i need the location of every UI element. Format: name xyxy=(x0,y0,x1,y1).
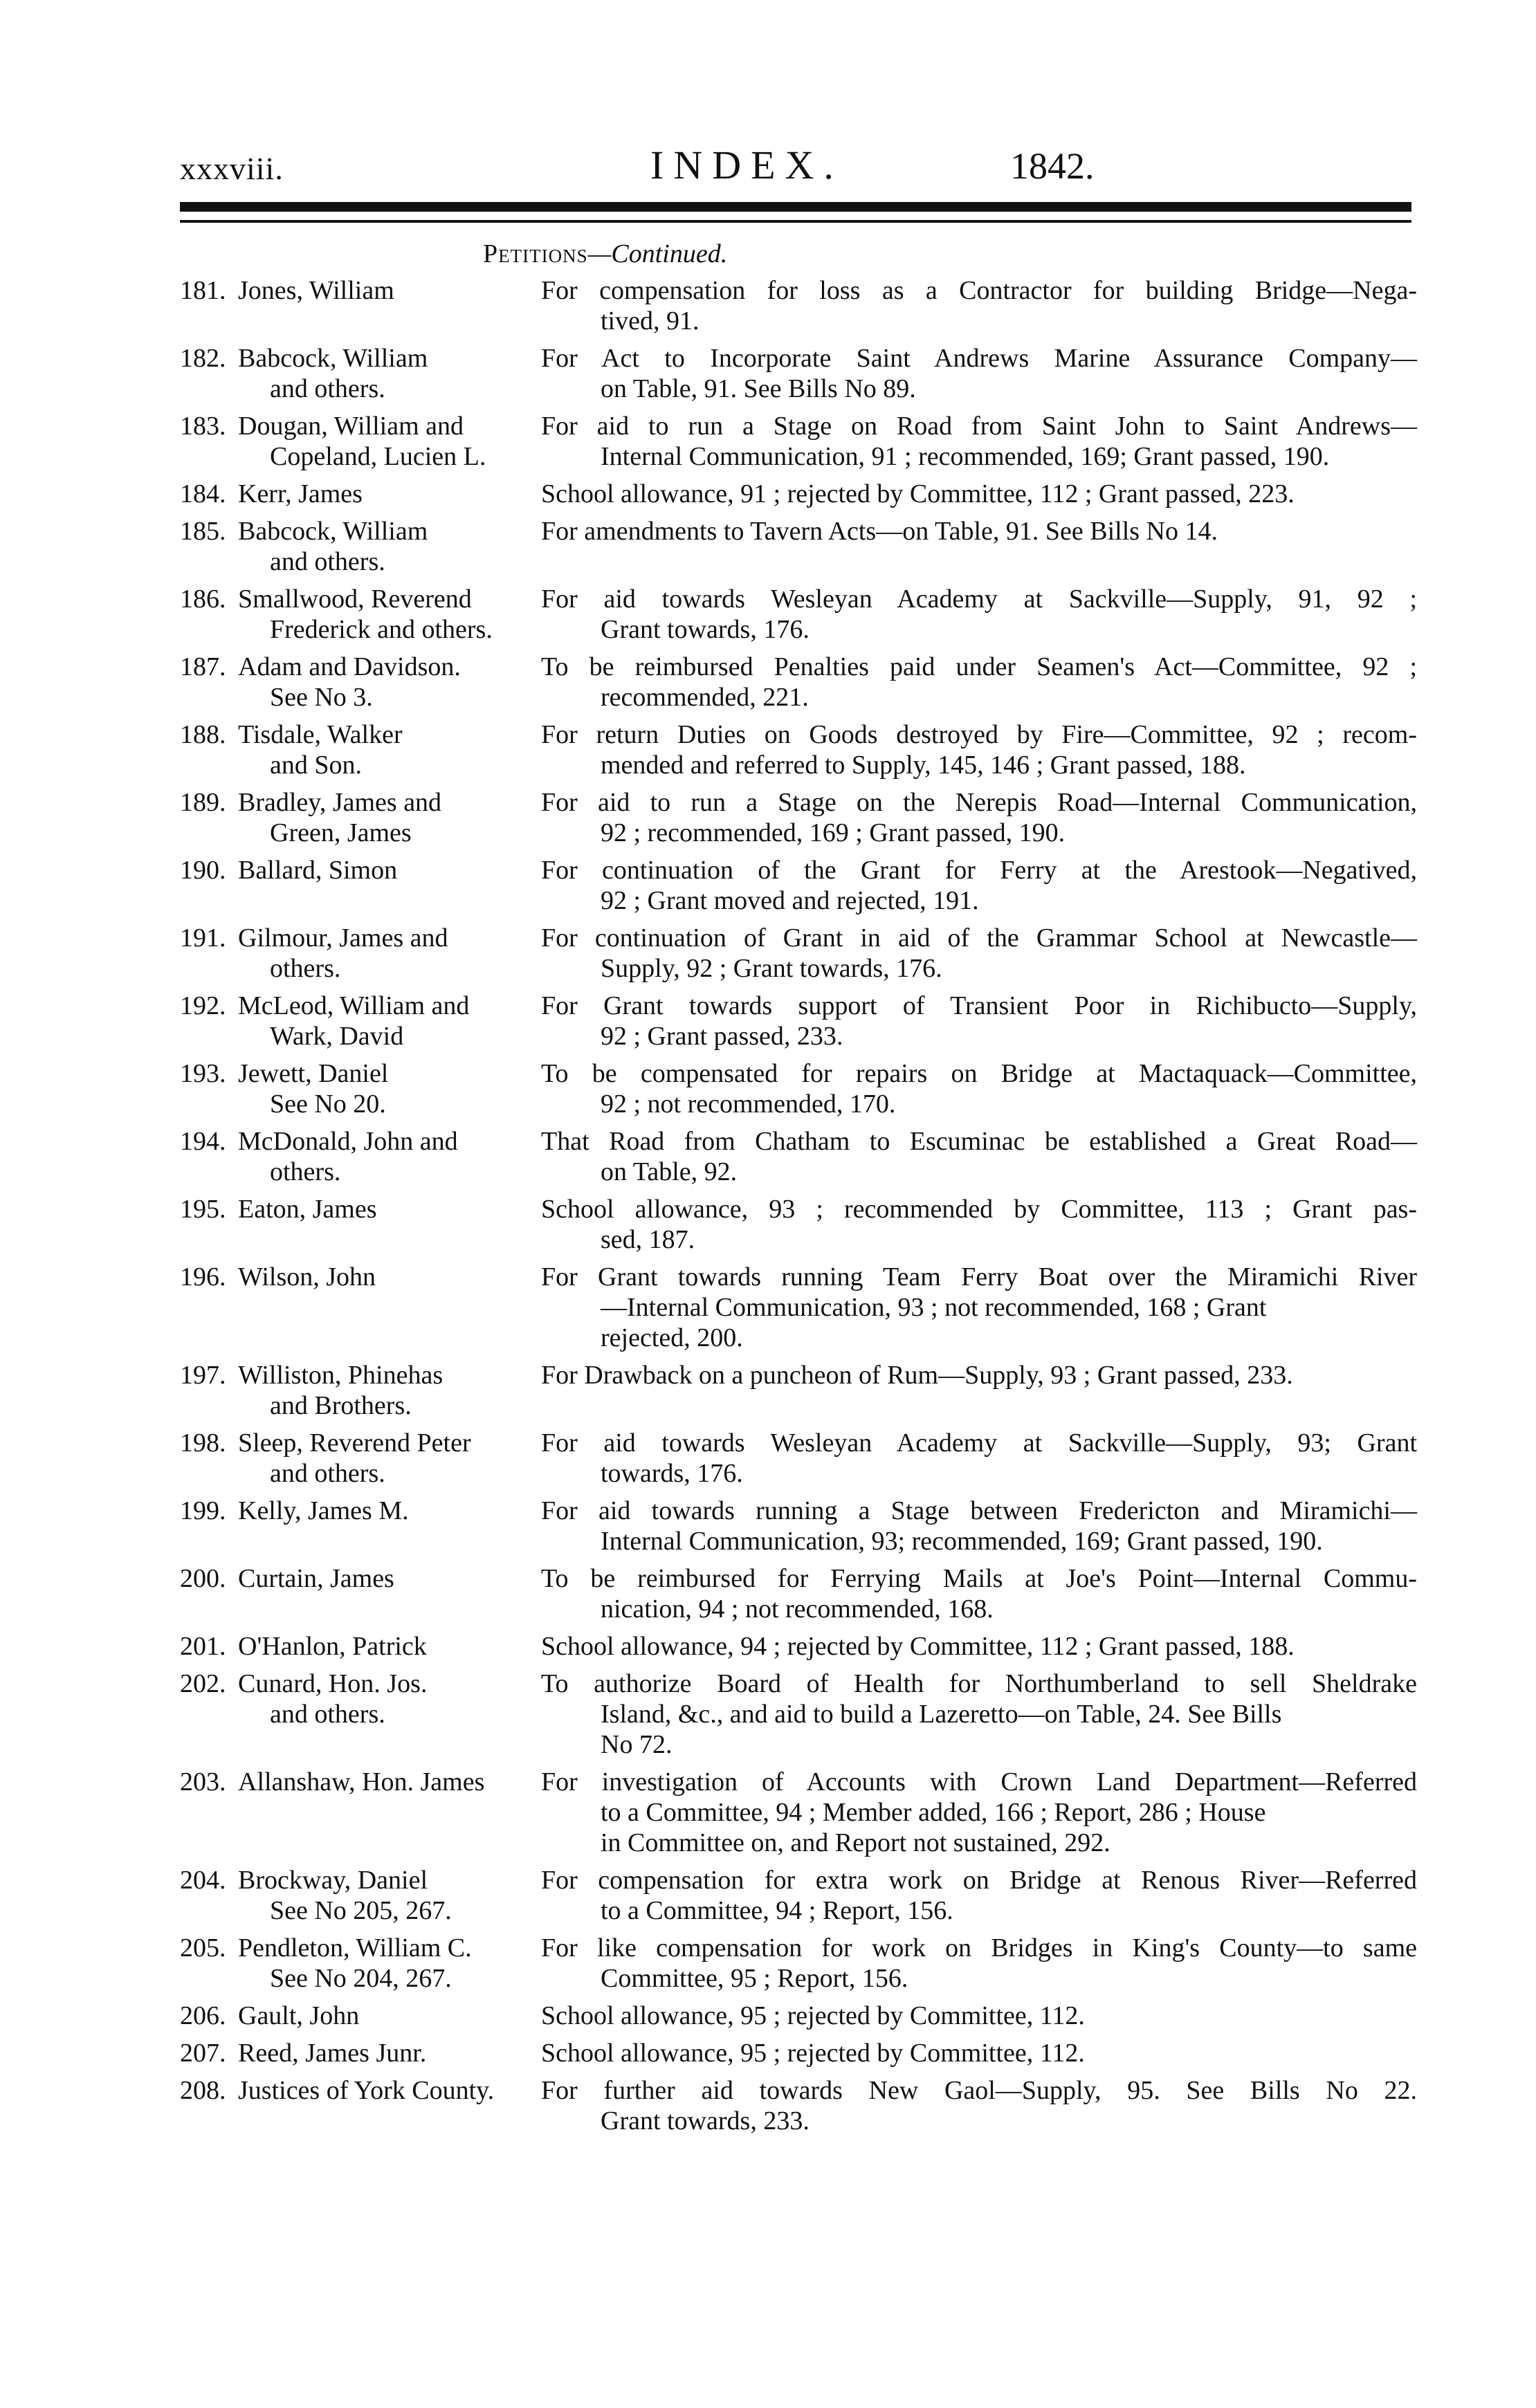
entry-number: 181. xyxy=(180,276,226,305)
petitioner-line: Eaton, James xyxy=(238,1195,377,1224)
entry-number: 203. xyxy=(180,1767,226,1796)
petitioner-line: others. xyxy=(270,1157,341,1186)
description-line: To be reimbursed Penalties paid under Seamen's Act—Committee, 92 ; xyxy=(541,652,1417,681)
petitioner-line: and others. xyxy=(270,1700,385,1729)
header-rule-thick xyxy=(180,202,1411,212)
petitioner-line: Smallwood, Reverend xyxy=(238,585,472,614)
description-line: Island, &c., and aid to build a Lazeretto—on Table, 24. See Bills xyxy=(601,1700,1282,1729)
petitioner-line: Sleep, Reverend Peter xyxy=(238,1428,471,1458)
entry-petitioner xyxy=(238,2075,722,2106)
index-entry xyxy=(180,855,1425,916)
petitioner-line: McLeod, William and xyxy=(238,991,470,1020)
petitioner-line: McDonald, John and xyxy=(238,1127,458,1156)
entry-number: 190. xyxy=(180,856,226,885)
petitioner-line: Babcock, William xyxy=(238,344,428,373)
petitioner-line: Wilson, John xyxy=(238,1262,376,1292)
description-line: tived, 91. xyxy=(601,306,700,336)
entry-petitioner xyxy=(238,1360,722,1421)
petitioner-line: Kerr, James xyxy=(238,479,363,508)
index-entry xyxy=(180,652,1425,713)
petitioner-line: and Brothers. xyxy=(270,1391,412,1420)
description-line: To be compensated for repairs on Bridge at Mactaquack—Committee, xyxy=(541,1059,1417,1088)
entry-petitioner xyxy=(238,516,722,577)
entry-petitioner xyxy=(238,2038,722,2068)
index-entry xyxy=(180,1767,1425,1858)
description-line: School allowance, 93 ; recommended by Committee, 113 ; Grant pas- xyxy=(541,1195,1417,1224)
description-line: mended and referred to Supply, 145, 146 ; Grant passed, 188. xyxy=(601,751,1246,780)
description-line: on Table, 91. See Bills No 89. xyxy=(601,374,916,403)
petitioner-line: Justices of York County. xyxy=(238,2076,495,2105)
entry-petitioner xyxy=(238,991,722,1051)
entry-number: 197. xyxy=(180,1361,226,1390)
index-entry xyxy=(180,1126,1425,1187)
entry-petitioner xyxy=(238,1194,722,1224)
description-line: Committee, 95 ; Report, 156. xyxy=(601,1964,908,1993)
entry-number: 196. xyxy=(180,1262,226,1292)
description-line: School allowance, 94 ; rejected by Committee, 112 ; Grant passed, 188. xyxy=(541,1632,1295,1661)
description-line: sed, 187. xyxy=(601,1225,695,1254)
description-line: For aid to run a Stage on Road from Saint John to Saint Andrews— xyxy=(541,412,1417,441)
entry-petitioner xyxy=(238,719,722,780)
petitioner-line: Gault, John xyxy=(238,2001,360,2030)
petitioner-line: Kelly, James M. xyxy=(238,1496,409,1525)
petitioner-line: Pendleton, William C. xyxy=(238,1933,472,1963)
description-line: For Drawback on a puncheon of Rum—Supply, 93 ; Grant passed, 233. xyxy=(541,1361,1293,1390)
index-entry xyxy=(180,411,1425,472)
description-line: For Grant towards support of Transient Poor in Richibucto—Supply, xyxy=(541,991,1417,1020)
entry-petitioner xyxy=(238,787,722,848)
description-line: For aid to run a Stage on the Nerepis Road—Internal Communication, xyxy=(541,788,1417,817)
entry-number: 189. xyxy=(180,788,226,817)
petitioner-line: See No 3. xyxy=(270,683,373,712)
entry-petitioner xyxy=(238,1669,722,1729)
description-line: For Grant towards running Team Ferry Boat over the Miramichi River xyxy=(541,1262,1417,1292)
description-line: For like compensation for work on Bridges in King's County—to same xyxy=(541,1933,1417,1963)
petitioner-line: Green, James xyxy=(270,818,412,847)
petitioner-line: See No 20. xyxy=(270,1090,386,1119)
description-line: Grant towards, 233. xyxy=(601,2106,810,2135)
description-line: For compensation for loss as a Contractor for building Bridge—Nega- xyxy=(541,276,1417,305)
entry-petitioner xyxy=(238,1126,722,1187)
index-entry xyxy=(180,1631,1425,1662)
description-line: 92 ; Grant passed, 233. xyxy=(601,1022,843,1051)
description-line: For further aid towards New Gaol—Supply, 95. See Bills No 22. xyxy=(541,2076,1417,2105)
entry-number: 201. xyxy=(180,1632,226,1661)
petitioner-line: Williston, Phinehas xyxy=(238,1361,444,1390)
index-entry xyxy=(180,787,1425,848)
description-line: For continuation of Grant in aid of the Grammar School at Newcastle— xyxy=(541,923,1417,953)
index-entry xyxy=(180,1428,1425,1489)
section-heading xyxy=(483,239,727,269)
entry-number: 194. xyxy=(180,1127,226,1156)
index-entry xyxy=(180,1360,1425,1421)
petitioner-line: See No 205, 267. xyxy=(270,1896,452,1925)
entry-number: 204. xyxy=(180,1866,226,1895)
index-entry xyxy=(180,275,1425,336)
entry-number: 183. xyxy=(180,412,226,441)
entry-number: 186. xyxy=(180,585,226,614)
entry-number: 198. xyxy=(180,1428,226,1458)
index-entry xyxy=(180,584,1425,645)
petitioner-line: Adam and Davidson. xyxy=(238,652,461,681)
page-number: xxxviii. xyxy=(180,151,284,186)
petitioner-line: Wark, David xyxy=(270,1022,404,1051)
petition-list xyxy=(180,275,1425,2143)
description-line: on Table, 92. xyxy=(601,1157,738,1186)
description-line: 92 ; recommended, 169 ; Grant passed, 190. xyxy=(601,818,1066,847)
description-line: Internal Communication, 91 ; recommended, 169; Grant passed, 190. xyxy=(601,442,1330,471)
description-line: 92 ; not recommended, 170. xyxy=(601,1090,896,1119)
description-line: to a Committee, 94 ; Member added, 166 ; Report, 286 ; House xyxy=(601,1798,1266,1827)
description-line: nication, 94 ; not recommended, 168. xyxy=(601,1594,994,1624)
entry-number: 195. xyxy=(180,1195,226,1224)
petitioner-line: Ballard, Simon xyxy=(238,856,398,885)
entry-petitioner xyxy=(238,1865,722,1926)
description-line: That Road from Chatham to Escuminac be established a Great Road— xyxy=(541,1127,1417,1156)
entry-number: 200. xyxy=(180,1564,226,1593)
index-entry xyxy=(180,516,1425,577)
description-line: towards, 176. xyxy=(601,1459,743,1488)
petitioner-line: Gilmour, James and xyxy=(238,923,448,953)
entry-number: 188. xyxy=(180,720,226,749)
description-line: For aid towards Wesleyan Academy at Sackville—Supply, 91, 92 ; xyxy=(541,585,1417,614)
description-line: For amendments to Tavern Acts—on Table, 91. See Bills No 14. xyxy=(541,517,1218,546)
petitioner-line: O'Hanlon, Patrick xyxy=(238,1632,427,1661)
petitioner-line: and others. xyxy=(270,547,385,576)
index-entry xyxy=(180,1563,1425,1624)
description-line: School allowance, 91 ; rejected by Committee, 112 ; Grant passed, 223. xyxy=(541,479,1295,508)
entry-petitioner xyxy=(238,1767,722,1797)
entry-number: 184. xyxy=(180,479,226,508)
description-line: —Internal Communication, 93 ; not recommended, 168 ; Grant xyxy=(601,1293,1267,1322)
description-line: School allowance, 95 ; rejected by Committee, 112. xyxy=(541,2039,1085,2068)
description-line: To be reimbursed for Ferrying Mails at Joe's Point—Internal Commu- xyxy=(541,1564,1417,1593)
description-line: For compensation for extra work on Bridge at Renous River—Referred xyxy=(541,1866,1417,1895)
entry-petitioner xyxy=(238,1428,722,1489)
petitioner-line: and Son. xyxy=(270,751,362,780)
entry-petitioner xyxy=(238,275,722,306)
entry-petitioner xyxy=(238,1563,722,1594)
petitioner-line: Brockway, Daniel xyxy=(238,1866,428,1895)
entry-petitioner xyxy=(238,1496,722,1526)
description-line: For aid towards Wesleyan Academy at Sackville—Supply, 93; Grant xyxy=(541,1428,1417,1458)
entry-petitioner xyxy=(238,652,722,713)
entry-number: 191. xyxy=(180,923,226,953)
header-rule-thin xyxy=(180,220,1411,223)
description-line: Supply, 92 ; Grant towards, 176. xyxy=(601,954,942,983)
description-line: Internal Communication, 93; recommended, 169; Grant passed, 190. xyxy=(601,1527,1323,1556)
petitioner-line: Reed, James Junr. xyxy=(238,2039,427,2068)
petitioner-line: Dougan, William and xyxy=(238,412,464,441)
index-entry xyxy=(180,1669,1425,1760)
index-entry xyxy=(180,479,1425,509)
page-header xyxy=(180,142,1411,197)
index-entry xyxy=(180,2001,1425,2031)
entry-petitioner xyxy=(238,855,722,885)
index-entry xyxy=(180,1496,1425,1556)
entry-petitioner xyxy=(238,1262,722,1292)
petitioner-line: Jones, William xyxy=(238,276,394,305)
index-entry xyxy=(180,923,1425,984)
petitioner-line: Babcock, William xyxy=(238,517,428,546)
description-line: recommended, 221. xyxy=(601,683,809,712)
description-line: To authorize Board of Health for Northumberland to sell Sheldrake xyxy=(541,1669,1417,1698)
section-label: Petitions xyxy=(483,239,588,268)
petitioner-line: others. xyxy=(270,954,341,983)
petitioner-line: Jewett, Daniel xyxy=(238,1059,389,1088)
entry-number: 187. xyxy=(180,652,226,681)
entry-number: 182. xyxy=(180,344,226,373)
description-line: No 72. xyxy=(601,1730,673,1759)
entry-number: 206. xyxy=(180,2001,226,2030)
entry-number: 193. xyxy=(180,1059,226,1088)
petitioner-line: Copeland, Lucien L. xyxy=(270,442,486,471)
entry-petitioner xyxy=(238,479,722,509)
index-entry xyxy=(180,2075,1425,2136)
entry-number: 192. xyxy=(180,991,226,1020)
description-line: Grant towards, 176. xyxy=(601,615,810,644)
petitioner-line: Curtain, James xyxy=(238,1564,394,1593)
section-continued: —Continued. xyxy=(587,239,728,268)
index-entry xyxy=(180,1262,1425,1353)
petitioner-line: and others. xyxy=(270,1459,385,1488)
description-line: For Act to Incorporate Saint Andrews Marine Assurance Company— xyxy=(541,344,1417,373)
index-entry xyxy=(180,1865,1425,1926)
entry-petitioner xyxy=(238,2001,722,2031)
entry-petitioner xyxy=(238,1058,722,1119)
petitioner-line: Tisdale, Walker xyxy=(238,720,403,749)
description-line: rejected, 200. xyxy=(601,1323,743,1352)
page-year: 1842. xyxy=(1010,145,1095,187)
entry-petitioner xyxy=(238,1631,722,1662)
description-line: 92 ; Grant moved and rejected, 191. xyxy=(601,886,979,915)
description-line: to a Committee, 94 ; Report, 156. xyxy=(601,1896,953,1925)
entry-petitioner xyxy=(238,411,722,472)
entry-number: 207. xyxy=(180,2039,226,2068)
index-entry xyxy=(180,1194,1425,1255)
index-entry xyxy=(180,2038,1425,2068)
petitioner-line: Allanshaw, Hon. James xyxy=(238,1767,485,1796)
entry-petitioner xyxy=(238,923,722,984)
petitioner-line: and others. xyxy=(270,374,385,403)
entry-petitioner xyxy=(238,584,722,645)
index-entry xyxy=(180,343,1425,404)
page-title: INDEX. xyxy=(650,143,843,187)
index-entry xyxy=(180,991,1425,1051)
petitioner-line: Frederick and others. xyxy=(270,615,493,644)
description-line: For investigation of Accounts with Crown Land Department—Referred xyxy=(541,1767,1417,1796)
entry-number: 185. xyxy=(180,517,226,546)
entry-number: 205. xyxy=(180,1933,226,1963)
description-line: For return Duties on Goods destroyed by Fire—Committee, 92 ; recom- xyxy=(541,720,1417,749)
index-entry xyxy=(180,719,1425,780)
description-line: For continuation of the Grant for Ferry at the Arestook—Negatived, xyxy=(541,856,1417,885)
petitioner-line: Bradley, James and xyxy=(238,788,442,817)
description-line: For aid towards running a Stage between Fredericton and Miramichi— xyxy=(541,1496,1417,1525)
petitioner-line: See No 204, 267. xyxy=(270,1964,452,1993)
entry-number: 199. xyxy=(180,1496,226,1525)
description-line: School allowance, 95 ; rejected by Committee, 112. xyxy=(541,2001,1085,2030)
petitioner-line: Cunard, Hon. Jos. xyxy=(238,1669,428,1698)
index-entry xyxy=(180,1058,1425,1119)
index-entry xyxy=(180,1933,1425,1994)
entry-petitioner xyxy=(238,1933,722,1994)
description-line: in Committee on, and Report not sustained, 292. xyxy=(601,1828,1110,1857)
entry-number: 208. xyxy=(180,2076,226,2105)
entry-number: 202. xyxy=(180,1669,226,1698)
entry-petitioner xyxy=(238,343,722,404)
